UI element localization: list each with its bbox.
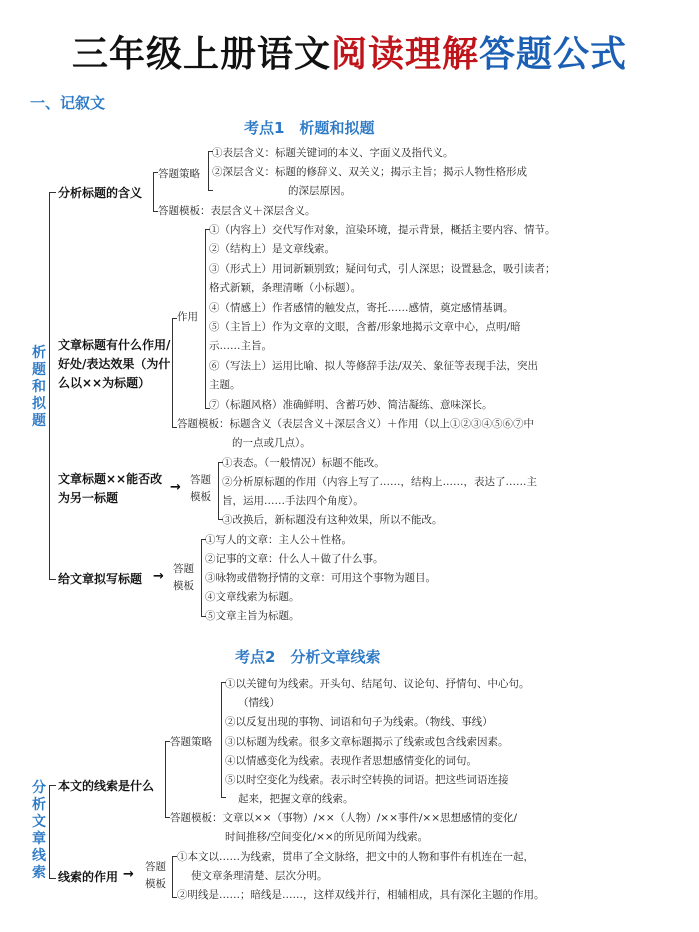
kaodian-2-side-label: 分析文章线索 [32,780,46,881]
k2-g2-arrow-icon: → [123,867,134,882]
kaodian-1-main-bracket [49,192,56,580]
k1-g2-line: ⑥（写法上）运用比喻、拟人等修辞手法/双关、象征等表现手法，突出 [209,360,539,372]
page-title [0,26,699,77]
k1-g3-label: 文章标题××能否改为另一标题 [58,472,163,505]
kaodian-2-main-bracket [49,785,56,879]
kaodian-2-heading: 考点2 分析文章线索 [235,648,381,666]
k1-g2-bracket [172,318,177,428]
k2-g2-template-label: 答题 [145,861,166,873]
k2-g1-template: 答题模板：文章以××（事物）/××（人物）/××事件/××思想感情的变化/ [170,812,518,824]
k1-g2-template: 答题模板：标题含义（表层含义＋深层含义）＋作用（以上①②③④⑤⑥⑦中 [177,418,534,430]
k1-g2-line: ⑤（主旨上）作为文章的文眼，含蓄/形象地揭示文章中心，点明/暗 [209,321,521,333]
k1-g1-label: 分析标题的含义 [58,186,143,200]
k1-g4-arrow-icon: → [153,569,164,584]
k1-g3-line: ②分析原标题的作用（内容上写了……，结构上……，表达了……主 [222,476,537,488]
k1-g4-line: ①写人的文章：主人公＋性格。 [205,534,352,546]
title-part-1: 三年级上册语文 [71,34,331,75]
k2-g1-line: ⑤以时空变化为线索。表示时空转换的词语。把这些词语连接 [225,774,509,786]
k2-g1-line: ③以标题为线索。很多文章标题揭示了线索或包含线索因素。 [225,736,509,748]
title-part-3: 答题公式 [479,34,628,75]
k1-g3-template-label: 答题 [190,474,211,486]
k1-g3-line: ①表态。（一般情况）标题不能改。 [222,457,385,469]
section-heading: 一、记叙文 [30,94,106,112]
k2-g1-line: 起来，把握文章的线索。 [238,793,354,805]
k1-g2-line: ③（形式上）用词新颖别致；疑问句式，引人深思；设置悬念，吸引读者； [209,263,556,275]
k1-g2-line: 示……主旨。 [209,340,272,352]
kaodian-1-side-label: 析题和拟题 [32,345,46,429]
k1-g2-line: ①（内容上）交代写作对象，渲染环境，提示背景，概括主要内容、情节。 [209,224,556,236]
k2-g2-line: ①本文以……为线索，贯串了全文脉络，把文中的人物和事件有机连在一起， [177,851,534,863]
k1-g2-use-label: 作用 [177,311,198,323]
k1-g3-line: 旨，运用……手法四个角度）。 [222,495,364,507]
k1-g2-line: ②（结构上）是文章线索。 [209,243,335,255]
k1-g1-template: 答题模板：表层含义＋深层含义。 [158,205,316,217]
k1-g2-line: ⑦（标题风格）准确鲜明、含蓄巧妙、简洁凝练、意味深长。 [209,399,493,411]
k1-g1-line: ②深层含义：标题的修辞义、双关义；揭示主旨；揭示人物性格形成 [212,166,527,178]
k1-g2-line: ④（情感上）作者感情的触发点，寄托……感情，奠定感情基调。 [209,302,514,314]
k2-g2-label: 线索的作用 [58,870,119,884]
k2-g2-line: ②明线是……；暗线是……，这样双线并行，相辅相成，具有深化主题的作用。 [177,889,545,901]
k1-g4-label: 给文章拟写标题 [58,572,143,586]
k1-g1-line: ①表层含义：标题关键词的本义、字面义及指代义。 [212,147,454,159]
k2-g1-bracket [165,741,170,818]
kaodian-1-heading: 考点1 析题和拟题 [244,119,375,137]
k1-g1-strategy-label: 答题策略 [158,168,200,180]
k1-g4-line: ②记事的文章：什么人＋做了什么事。 [205,553,384,565]
k1-g4-line: ③咏物或借物抒情的文章：可用这个事物为题目。 [205,572,436,584]
k2-g2-line: 使文章条理清楚、层次分明。 [191,870,328,882]
k1-g4-line: ⑤文章主旨为标题。 [205,610,300,622]
k1-g2-template: 的一点或几点）。 [232,437,311,449]
k2-g2-template-label: 模板 [145,878,166,890]
title-part-2: 阅读理解 [330,34,479,75]
k1-g3-arrow-icon: → [170,480,181,495]
k1-g1-line: 的深层原因。 [288,185,351,197]
k1-g4-template-label: 模板 [173,580,194,592]
k1-g3-template-label: 模板 [190,491,211,503]
k2-g1-template: 时间推移/空间变化/××的所见所闻为线索。 [225,831,429,843]
k2-g1-line: ①以关键句为线索。开头句、结尾句、议论句、抒情句、中心句。 [225,678,530,690]
k1-g3-line: ③改换后，新标题没有这种效果，所以不能改。 [222,514,443,526]
k2-g1-strategy-label: 答题策略 [170,736,212,748]
k2-g1-line: ②以反复出现的事物、词语和句子为线索。（物线、事线） [225,716,493,728]
k1-g2-line: 格式新颖，条理清晰（小标题）。 [209,282,362,294]
k1-g2-label: 文章标题有什么作用/好处/表达效果（为什么以××为标题） [58,338,171,390]
k1-g4-line: ④文章线索为标题。 [205,591,300,603]
k1-g4-template-label: 答题 [173,563,194,575]
k1-g2-line: 主题。 [209,379,241,391]
k2-g1-label: 本文的线索是什么 [58,779,155,793]
k2-g1-line: ④以情感变化为线索。表现作者思想感情变化的词句。 [225,755,477,767]
k2-g1-line: （情线） [238,697,280,709]
